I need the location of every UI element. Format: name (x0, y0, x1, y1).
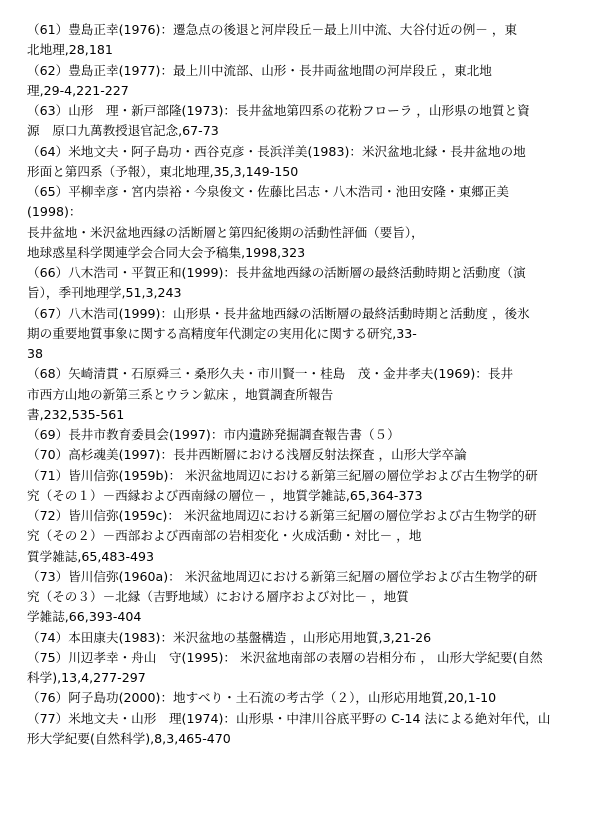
reference-list (27, 20, 605, 749)
reference-line: （65）平柳幸彦・宮内崇裕・今泉俊文・佐藤比呂志・八木浩司・池田安隆・東郷正美 (27, 184, 509, 199)
reference-line: （61）豊島正幸(1976)：遷急点の後退と河岸段丘－最上川中流、大谷付近の例－ ，東 (27, 22, 518, 37)
reference-line: （75）川辺孝幸・舟山 守(1995)： 米沢盆地南部の表層の岩相分布 ， 山形大学紀要(自然 (27, 649, 543, 665)
reference-line: 質学雑誌,65,483-493 (27, 548, 155, 564)
reference-line: （63）山形 理・新戸部隆(1973)：長井盆地第四系の花粉フローラ ，山形県の地質と資 (27, 103, 530, 118)
reference-line: 学雑誌,66,393-404 (27, 609, 142, 625)
reference-line: （72）皆川信弥(1959c)： 米沢盆地周辺における新第三紀層の層位学および古生物学的研 (27, 508, 537, 523)
reference-line: 市西方山地の新第三系とウラン鉱床 ，地質調査所報告 (27, 386, 334, 402)
reference-line: （76）阿子島功(2000)：地すべり・土石流の考古学（２），山形応用地質,20,1-10 (27, 690, 497, 706)
reference-line: （74）本田康夫(1983)：米沢盆地の基盤構造 ，山形応用地質,3,21-26 (27, 629, 432, 645)
reference-line: （62）豊島正幸(1977)：最上川中流部、山形・長井両盆地間の河岸段丘 ，東北地 (27, 62, 492, 78)
reference-line: （71）皆川信弥(1959b)： 米沢盆地周辺における新第三紀層の層位学および古生物学的研 (27, 467, 538, 483)
reference-line: （70）高杉魂美(1997)：長井西断層における浅層反射法探査 ，山形大学卒論 (27, 447, 467, 463)
reference-line: 長井盆地・米沢盆地西縁の活断層と第四紀後期の活動性評価（要旨）， (27, 224, 424, 240)
reference-line: 地球惑星科学関連学会合同大会予稿集,1998,323 (27, 244, 306, 260)
reference-line: （66）八木浩司・平賀正和(1999)：長井盆地西縁の活断層の最終活動時期と活動度（演 (27, 265, 526, 280)
reference-line: 38 (27, 346, 44, 361)
reference-line: 究（その３）－北縁（吉野地域）における層序および対比－ ，地質 (27, 589, 409, 604)
reference-line: 源 原口九萬教授退官記念,67-73 (27, 123, 219, 139)
reference-line: （77）米地文夫・山形 理(1974)：山形県・中津川谷底平野の C-14 法による絶対年代，山 (27, 710, 551, 726)
reference-line: （68）矢崎清貫・石原舜三・桑形久夫・市川賢一・桂島 茂・金井孝夫(1969)：長井 (27, 366, 514, 382)
reference-line: 期の重要地質事象に関する高精度年代測定の実用化に関する研究,33- (27, 325, 417, 341)
reference-line: 科学),13,4,277-297 (27, 670, 146, 685)
reference-line: （67）八木浩司(1999)：山形県・長井盆地西縁の活断層の最終活動時期と活動度 ，後氷 (27, 305, 530, 321)
reference-line: 究（その１）－西縁および西南縁の層位－ ，地質学雑誌,65,364-373 (27, 487, 423, 503)
reference-line: 書,232,535-561 (27, 406, 125, 422)
reference-line: （69）長井市教育委員会(1997)：市内遺跡発掘調査報告書（５） (27, 427, 400, 442)
reference-line: （73）皆川信弥(1960a)： 米沢盆地周辺における新第三紀層の層位学および古生物学的研 (27, 568, 538, 584)
reference-line: 究（その２）－西部および西南部の岩相変化・火成活動・対比－ ，地 (27, 528, 422, 544)
reference-line: 形面と第四系（予報），東北地理,35,3,149-150 (27, 163, 299, 179)
reference-line: 理,29-4,221-227 (27, 82, 129, 98)
reference-line: 旨），季刊地理学,51,3,243 (27, 285, 182, 301)
reference-line: 形大学紀要(自然科学),8,3,465-470 (27, 730, 231, 746)
reference-line: （64）米地文夫・阿子島功・西谷克彦・長浜洋美(1983)：米沢盆地北縁・長井盆地の地 (27, 143, 526, 159)
reference-line: (1998)： (27, 204, 82, 220)
reference-line: 北地理,28,181 (27, 42, 113, 58)
